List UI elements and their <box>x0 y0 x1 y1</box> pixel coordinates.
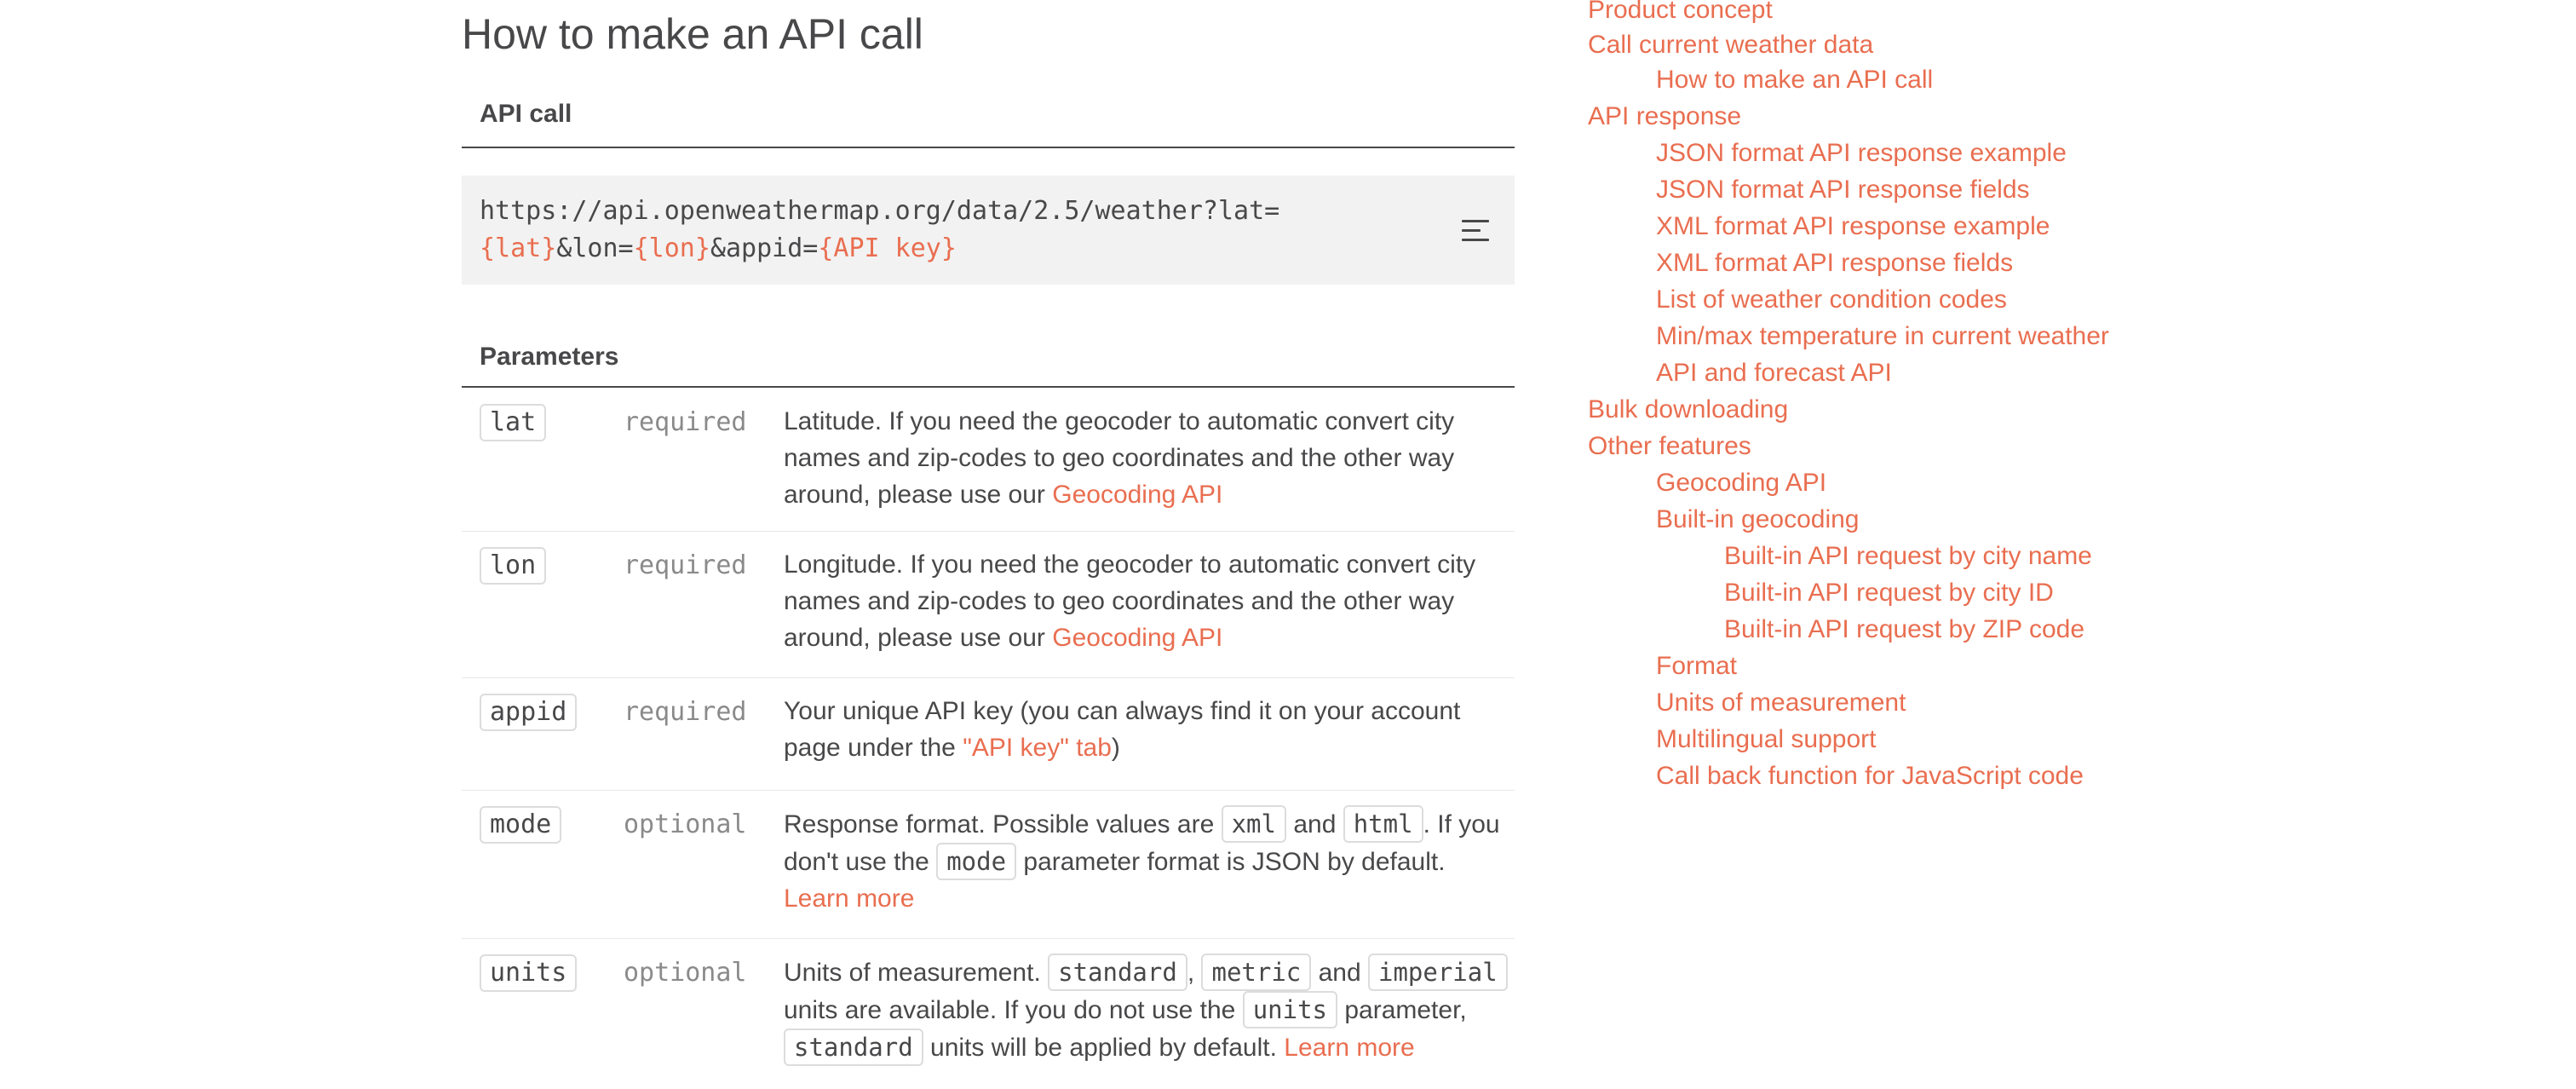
toc-format[interactable]: Format <box>1656 652 1738 680</box>
toc-api-and-forecast-api[interactable]: API and forecast API <box>1656 359 1892 387</box>
param-description-text: Response format. Possible values are <box>784 810 1222 838</box>
toc-weather-condition-codes[interactable]: List of weather condition codes <box>1656 285 2007 314</box>
toc-call-current-weather-data[interactable]: Call current weather data <box>1588 31 1874 59</box>
param-description-text: and <box>1311 959 1368 987</box>
param-status: required <box>624 550 747 580</box>
api-call-url <box>480 193 1279 268</box>
toc-built-in-geocoding[interactable]: Built-in geocoding <box>1656 505 1860 533</box>
toc-xml-response-fields[interactable]: XML format API response fields <box>1656 249 2014 277</box>
code-standard: standard <box>1048 954 1187 991</box>
param-name: lon <box>480 547 546 585</box>
param-row-units <box>462 939 1515 1089</box>
toc-multilingual-support[interactable]: Multilingual support <box>1656 725 1877 753</box>
param-description-text: Units of measurement. <box>784 959 1049 987</box>
param-name: units <box>480 954 577 992</box>
placeholder-api-key: {API key} <box>818 233 957 263</box>
code-html: html <box>1343 805 1423 843</box>
page-title: How to make an API call <box>462 10 923 58</box>
param-description-text: units are available. If you do not use the <box>784 996 1243 1024</box>
toc-bulk-downloading[interactable]: Bulk downloading <box>1588 395 1789 424</box>
param-row-lat <box>462 389 1515 532</box>
param-description-text: Latitude. If you need the geocoder to automatic convert city names and zip-codes to geo coordinates and the other way around, please use our <box>784 407 1455 509</box>
param-row-lon <box>462 532 1515 678</box>
code-xml: xml <box>1222 805 1286 843</box>
param-description-text: parameter, <box>1337 996 1467 1024</box>
code-mode: mode <box>936 843 1016 880</box>
parameters-heading <box>462 335 1515 388</box>
param-description-text: Your unique API key (you can always find it on your account page under the <box>784 697 1461 762</box>
param-description <box>784 693 1509 766</box>
param-status: required <box>624 407 747 437</box>
param-row-appid <box>462 678 1515 791</box>
param-name: mode <box>480 806 561 844</box>
parameters-heading-label: Parameters <box>480 343 619 371</box>
toc-geocoding-api[interactable]: Geocoding API <box>1656 469 1827 497</box>
toc-how-to-make-api-call[interactable]: How to make an API call <box>1656 66 1934 94</box>
param-status: optional <box>624 810 747 839</box>
param-description-text: and <box>1285 810 1343 838</box>
geocoding-api-link[interactable]: Geocoding API <box>1052 481 1223 509</box>
param-name: appid <box>480 694 577 731</box>
toc-product-concept[interactable]: Product concept <box>1588 0 1773 24</box>
code-standard: standard <box>784 1028 923 1066</box>
param-description-text: Longitude. If you need the geocoder to automatic convert city names and zip-codes to geo coordinates and the other way around, please use our <box>784 550 1476 652</box>
toc-callback-function[interactable]: Call back function for JavaScript code <box>1656 762 2084 790</box>
param-description <box>784 954 1509 1066</box>
learn-more-link[interactable]: Learn more <box>784 884 915 913</box>
code-metric: metric <box>1201 954 1311 991</box>
param-description <box>784 805 1509 917</box>
param-status: optional <box>624 958 747 988</box>
param-description-text: units will be applied by default. <box>923 1034 1285 1062</box>
param-description-text: , <box>1187 959 1202 987</box>
url-base: https://api.openweathermap.org/data/2.5/weather?lat= <box>480 196 1280 226</box>
param-description <box>784 403 1509 513</box>
geocoding-api-link[interactable]: Geocoding API <box>1052 624 1223 652</box>
toc-request-by-zip-code[interactable]: Built-in API request by ZIP code <box>1724 615 2085 643</box>
param-row-mode <box>462 791 1515 939</box>
toc-other-features[interactable]: Other features <box>1588 432 1751 460</box>
code-units: units <box>1243 991 1337 1028</box>
param-description <box>784 546 1509 656</box>
code-imperial: imperial <box>1368 954 1508 991</box>
toc-json-response-fields[interactable]: JSON format API response fields <box>1656 176 2030 204</box>
toc-min-max-temperature[interactable]: Min/max temperature in current weather <box>1656 322 2109 350</box>
hamburger-icon[interactable] <box>1462 220 1489 242</box>
placeholder-lon: {lon} <box>633 233 710 263</box>
param-status: required <box>624 697 747 727</box>
api-call-code-block <box>462 176 1515 285</box>
param-name: lat <box>480 404 546 441</box>
api-call-heading-label: API call <box>480 100 572 128</box>
url-appid-param: &appid= <box>710 233 819 263</box>
learn-more-link[interactable]: Learn more <box>1284 1034 1415 1062</box>
param-description-end: ) <box>1111 734 1120 762</box>
api-key-tab-link[interactable]: "API key" tab <box>963 734 1112 762</box>
toc-api-response[interactable]: API response <box>1588 102 1742 130</box>
placeholder-lat: {lat} <box>480 233 557 263</box>
url-lon-param: &lon= <box>556 233 634 263</box>
param-description-text: parameter format is JSON by default. <box>1016 848 1446 876</box>
toc-units-of-measurement[interactable]: Units of measurement <box>1656 689 1906 717</box>
toc-json-response-example[interactable]: JSON format API response example <box>1656 139 2067 167</box>
toc-xml-response-example[interactable]: XML format API response example <box>1656 212 2050 240</box>
api-call-heading <box>462 92 1515 148</box>
param-description-text: . If you don't use the <box>784 810 1500 876</box>
toc-request-by-city-name[interactable]: Built-in API request by city name <box>1724 542 2092 570</box>
toc-request-by-city-id[interactable]: Built-in API request by city ID <box>1724 579 2054 607</box>
